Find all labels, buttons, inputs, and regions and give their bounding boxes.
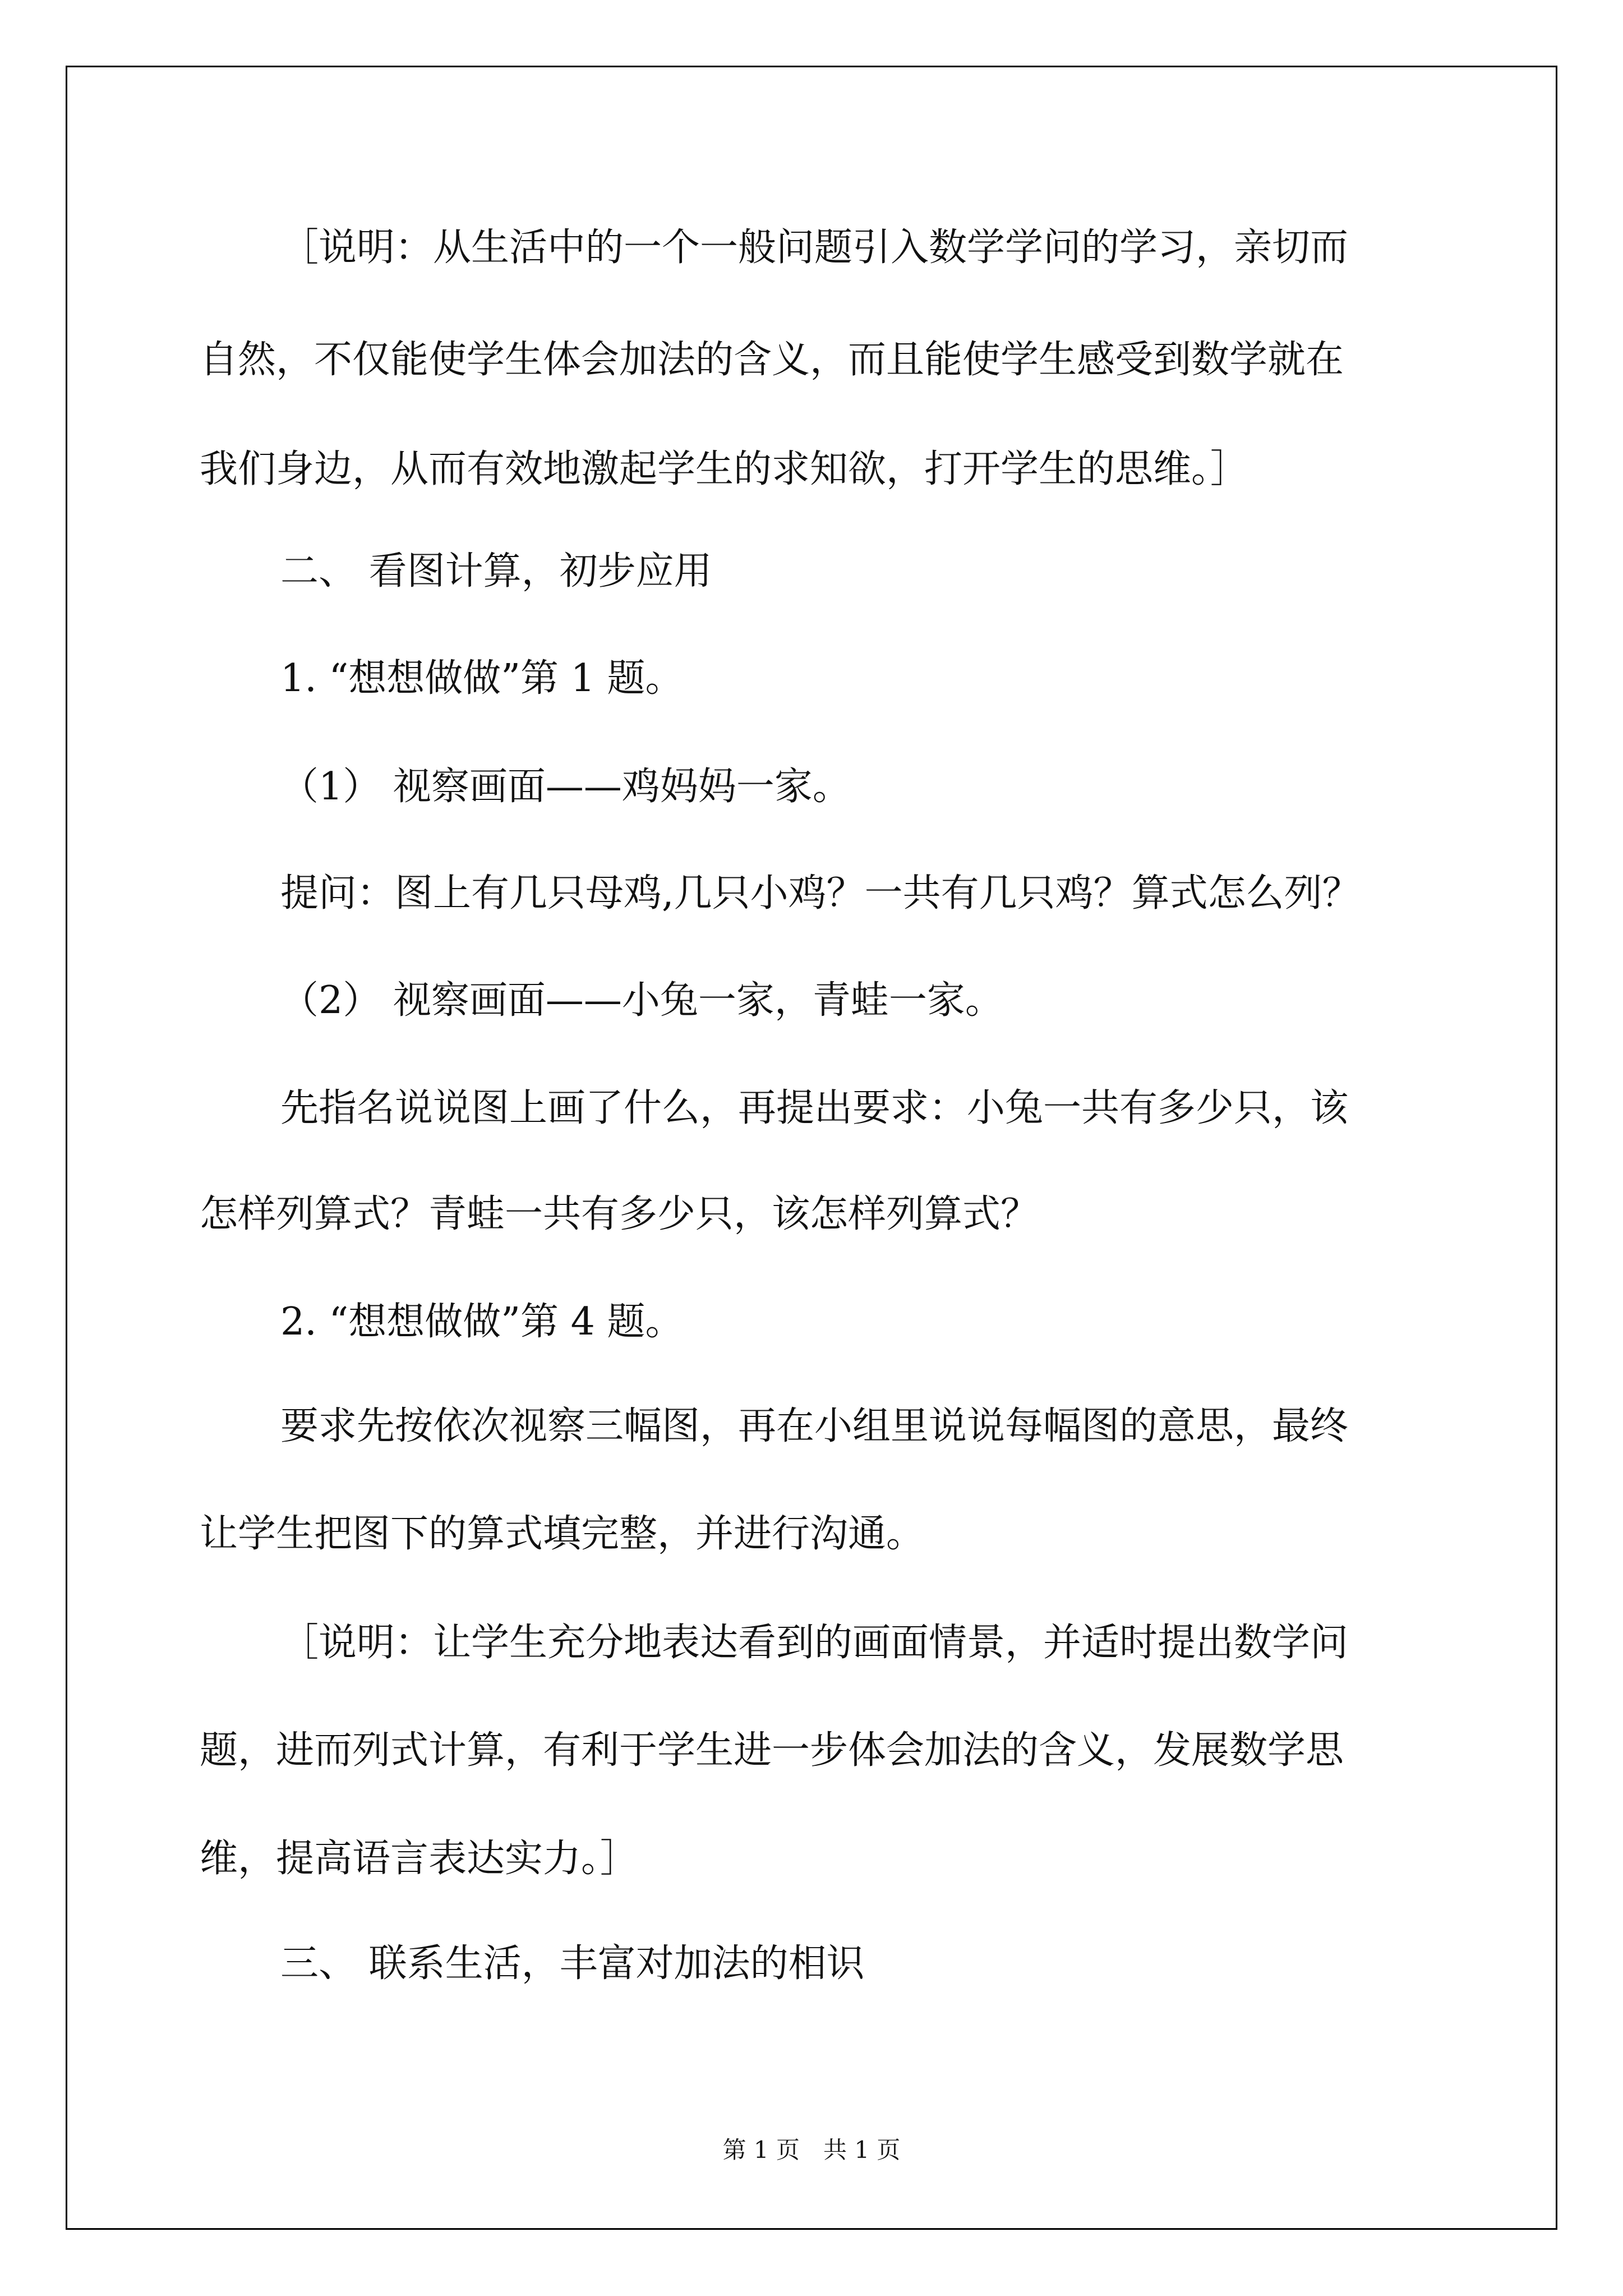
paragraph-line: （2） 视察画面——小兔一家，青蛙一家。	[280, 978, 1003, 1023]
section-heading: 三、 联系生活，丰富对加法的相识	[280, 1941, 865, 1986]
section-heading: 二、 看图计算，初步应用	[280, 549, 712, 593]
paragraph-line: 1. “想想做做”第 1 题。	[280, 656, 684, 701]
paragraph-line: 先指名说说图上画了什么，再提出要求：小兔一共有多少只，该	[280, 1086, 1349, 1130]
paragraph-line: 怎样列算式？青蛙一共有多少只，该怎样列算式？	[200, 1192, 1039, 1236]
page-border	[66, 66, 1557, 2230]
paragraph-line: 提问：图上有几只母鸡,几只小鸡？一共有几只鸡？算式怎么列？	[280, 871, 1361, 915]
paragraph-line: ［说明：让学生充分地表达看到的画面情景，并适时提出数学问	[280, 1621, 1349, 1665]
paragraph-line: ［说明：从生活中的一个一般问题引入数学学问的学习，亲切而	[280, 226, 1349, 270]
paragraph-line: 2. “想想做做”第 4 题。	[280, 1300, 684, 1344]
paragraph-line: 要求先按依次视察三幅图，再在小组里说说每幅图的意思，最终	[280, 1404, 1349, 1448]
paragraph-line: 让学生把图下的算式填完整，并进行沟通。	[200, 1512, 925, 1556]
paragraph-line: 自然，不仅能使学生体会加法的含义，而且能使学生感受到数学就在	[200, 338, 1344, 382]
page-footer: 第 1 页 共 1 页	[722, 2136, 901, 2164]
paragraph-line: 我们身边，从而有效地激起学生的求知欲，打开学生的思维。］	[200, 447, 1249, 491]
paragraph-line: 维，提高语言表达实力。］	[200, 1837, 639, 1881]
paragraph-line: （1） 视察画面——鸡妈妈一家。	[280, 765, 851, 809]
paragraph-line: 题，进而列式计算，有利于学生进一步体会加法的含义，发展数学思	[200, 1728, 1344, 1773]
